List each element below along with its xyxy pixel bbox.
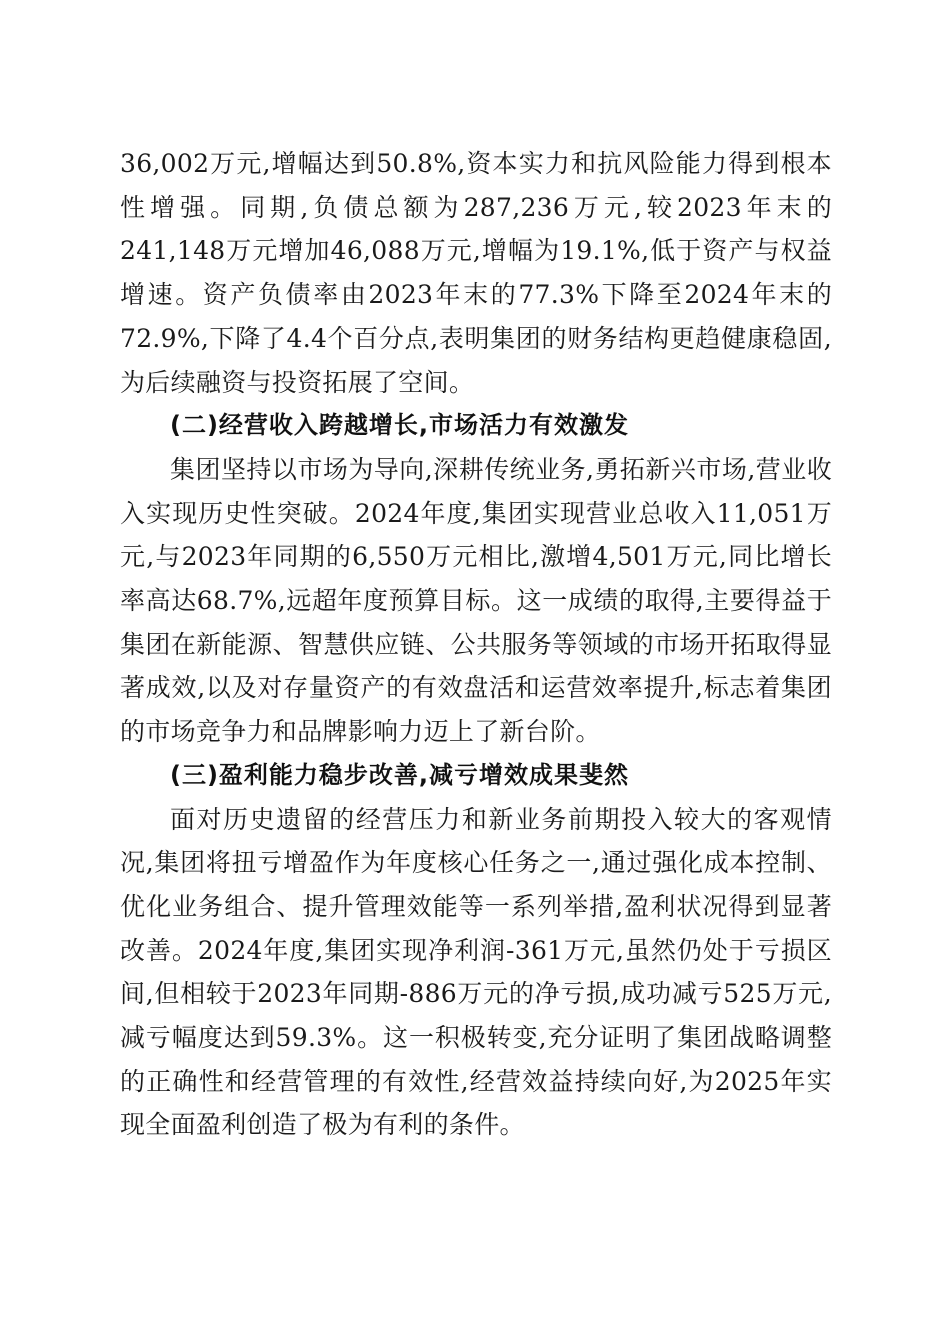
section-heading-revenue: (二)经营收入跨越增长,市场活力有效激发 xyxy=(170,411,630,440)
paragraph-assets-liabilities: 36,002万元,增幅达到50.8%,资本实力和抗风险能力得到根本性增强。同期,负债总额为287,236万元,较2023年末的241,148万元增加46,088万元,增幅为19.1%,低于资产与权益增速。资产负债率由2023年末的77.3%下降至2024年末的72.9%,下降了4.4个百分点,表明集团的财务结构更趋健康稳固,为后续融资与投资拓展了空间。 xyxy=(120,149,832,397)
paragraph-profit: 面对历史遗留的经营压力和新业务前期投入较大的客观情况,集团将扭亏增盈作为年度核心任务之一,通过强化成本控制、优化业务组合、提升管理效能等一系列举措,盈利状况得到显著改善。2024年度,集团实现净利润-361万元,虽然仍处于亏损区间,但相较于2023年同期-886万元的净亏损,成功减亏525万元,减亏幅度达到59.3%。这一积极转变,充分证明了集团战略调整的正确性和经营管理的有效性,经营效益持续向好,为2025年实现全面盈利创造了极为有利的条件。 xyxy=(120,804,832,1140)
document-body xyxy=(120,142,832,1147)
paragraph-revenue: 集团坚持以市场为导向,深耕传统业务,勇拓新兴市场,营业收入实现历史性突破。2024年度,集团实现营业总收入11,051万元,与2023年同期的6,550万元相比,激增4,501万元,同比增长率高达68.7%,远超年度预算目标。这一成绩的取得,主要得益于集团在新能源、智慧供应链、公共服务等领域的市场开拓取得显著成效,以及对存量资产的有效盘活和运营效率提升,标志着集团的市场竞争力和品牌影响力迈上了新台阶。 xyxy=(120,454,832,747)
section-heading-profit: (三)盈利能力稳步改善,减亏增效成果斐然 xyxy=(170,760,630,789)
